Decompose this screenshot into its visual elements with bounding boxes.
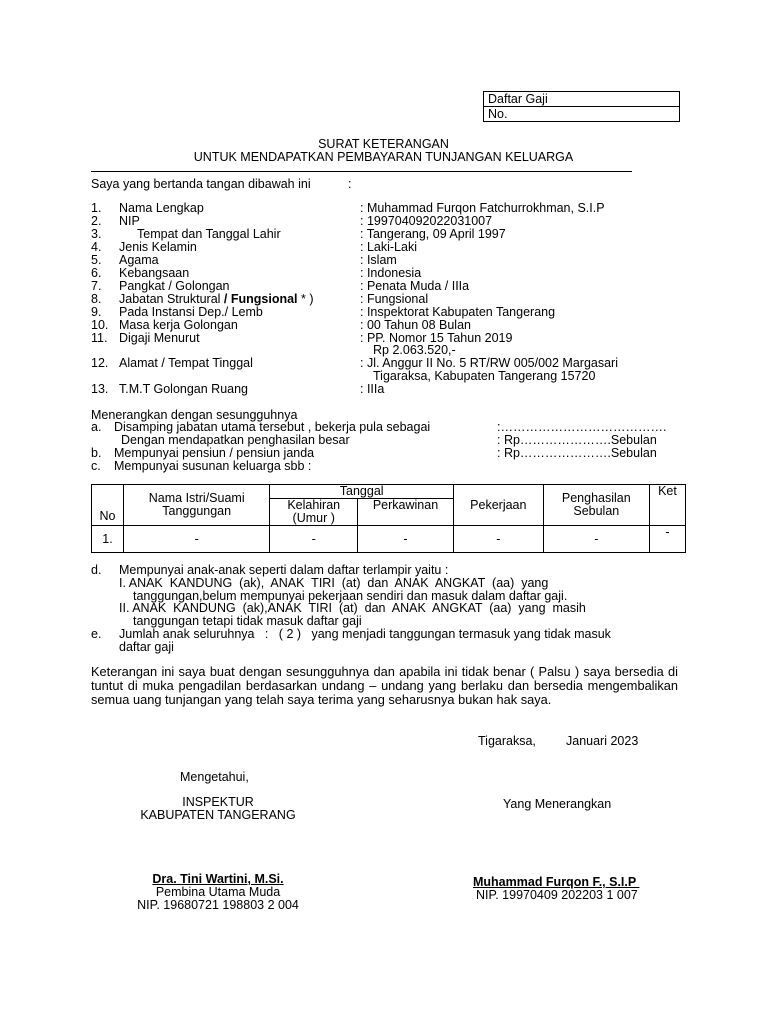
declarant-name: Muhammad Furqon F., S.I.P	[473, 875, 640, 889]
document-title: SURAT KETERANGAN	[318, 137, 449, 151]
row-notes: -	[649, 526, 685, 553]
document-subtitle: UNTUK MENDAPATKAN PEMBAYARAN TUNJANGAN KELUARGA	[193, 150, 574, 164]
statement-paragraph: Keterangan ini saya buat dengan sesungguhnya dan apabila ini tidak benar ( Palsu ) saya bersedia di tuntut di muka pengadilan berdasarkan undang – undang yang berlaku dan bersedia mengembalikan semua uang tunjangan yang telah saya terima yang seharusnya bukan hak saya.	[91, 664, 678, 707]
field-number: 10.	[91, 318, 109, 332]
header-marriage: Perkawinan	[358, 499, 454, 526]
field-label-bold: / Fungsional	[223, 292, 298, 306]
field-number: 13.	[91, 382, 109, 396]
field-label: NIP	[119, 214, 140, 228]
place-text: Tigaraksa,	[478, 734, 536, 748]
field-number: 12.	[91, 356, 109, 370]
header-no: No	[92, 485, 124, 526]
field-number: 2.	[91, 214, 102, 228]
field-value: : PP. Nomor 15 Tahun 2019	[360, 331, 513, 345]
header-income: Penghasilan Sebulan	[543, 485, 649, 526]
field-number: 6.	[91, 266, 102, 280]
field-value: : 199704092022031007	[360, 214, 493, 228]
item-marker: b.	[91, 446, 102, 460]
item-marker: d.	[91, 563, 102, 577]
family-table	[91, 484, 686, 553]
item-marker: a.	[91, 420, 102, 434]
payroll-number-label: No.	[484, 106, 679, 121]
field-value: : Penata Muda / IIIa	[360, 279, 470, 293]
children-ii-continued: tanggungan tetapi tidak masuk daftar gaji	[133, 614, 362, 628]
header-notes: Ket	[649, 485, 685, 526]
field-number: 8.	[91, 292, 102, 306]
field-value: : Islam	[360, 253, 397, 267]
payroll-list-label: Daftar Gaji	[488, 92, 548, 106]
children-count-continued: daftar gaji	[119, 640, 174, 654]
field-label: T.M.T Golongan Ruang	[119, 382, 249, 396]
declarant-label: Yang Menerangkan	[503, 797, 612, 811]
declare-a2-text: Dengan mendapatkan penghasilan besar	[121, 433, 350, 447]
field-value: : Inspektorat Kabupaten Tangerang	[360, 305, 556, 319]
field-value: : Muhammad Furqon Fatchurrokhman, S.I.P	[360, 201, 605, 215]
inspector-rank: Pembina Utama Muda	[155, 885, 281, 899]
intro-text: Saya yang bertanda tangan dibawah ini	[91, 177, 311, 191]
payroll-box	[483, 91, 680, 122]
field-label: Tempat dan Tanggal Lahir	[137, 227, 281, 241]
inspector-name: Dra. Tini Wartini, M.Si.	[152, 872, 284, 886]
children-count-text: Jumlah anak seluruhnya : ( 2 ) yang menjadi tanggungan termasuk yang tidak masuk	[119, 627, 611, 641]
field-number: 4.	[91, 240, 102, 254]
title-rule	[91, 171, 632, 172]
field-number: 9.	[91, 305, 102, 319]
field-value-continued: Tigaraksa, Kabupaten Tangerang 15720	[373, 369, 596, 383]
row-no: 1.	[92, 526, 124, 553]
field-value: : Laki-Laki	[360, 240, 417, 254]
table-row	[92, 526, 686, 553]
item-marker: e.	[91, 627, 102, 641]
field-value: : Tangerang, 09 April 1997	[360, 227, 506, 241]
row-marriage: -	[358, 526, 454, 553]
row-birth: -	[270, 526, 358, 553]
field-label	[119, 292, 314, 306]
field-value-continued: Rp 2.063.520,-	[373, 343, 456, 357]
inspector-title: INSPEKTUR	[182, 795, 254, 809]
header-date: Tanggal	[270, 485, 454, 499]
children-i-continued: tanggungan,belum mempunyai pekerjaan sendiri dan masuk dalam daftar gaji.	[133, 589, 568, 603]
row-occupation: -	[453, 526, 543, 553]
field-value: : Fungsional	[360, 292, 429, 306]
field-number: 3.	[91, 227, 102, 241]
field-label: Nama Lengkap	[119, 201, 204, 215]
declarant-nip: NIP. 19970409 202203 1 007	[476, 888, 638, 902]
field-value: : Jl. Anggur II No. 5 RT/RW 005/002 Margasari	[360, 356, 618, 370]
acknowledged-label: Mengetahui,	[180, 770, 249, 784]
row-income: -	[543, 526, 649, 553]
children-ii: II. ANAK KANDUNG (ak),ANAK TIRI (at) dan ANAK ANGKAT (aa) yang masih	[119, 601, 586, 615]
intro-colon: :	[348, 177, 352, 191]
row-name: -	[123, 526, 269, 553]
children-text: Mempunyai anak-anak seperti dalam daftar terlampir yaitu :	[119, 563, 449, 577]
declare-a-text: Disamping jabatan utama tersebut , bekerja pula sebagai	[114, 420, 431, 434]
field-label: Masa kerja Golongan	[119, 318, 238, 332]
declare-a2-value: : Rp………………….Sebulan	[497, 433, 657, 447]
inspector-nip: NIP. 19680721 198803 2 004	[137, 898, 299, 912]
item-marker: c.	[91, 459, 101, 473]
header-occupation: Pekerjaan	[453, 485, 543, 526]
field-number: 1.	[91, 201, 102, 215]
field-value: : IIIa	[360, 382, 385, 396]
field-label: Jenis Kelamin	[119, 240, 197, 254]
field-label: Digaji Menurut	[119, 331, 200, 345]
field-label: Kebangsaan	[119, 266, 190, 280]
field-value: : Indonesia	[360, 266, 422, 280]
declare-c-text: Mempunyai susunan keluarga sbb :	[114, 459, 312, 473]
declare-a-value: :………………………………….	[497, 420, 667, 434]
declare-heading: Menerangkan dengan sesungguhnya	[91, 408, 298, 422]
children-i: I. ANAK KANDUNG (ak), ANAK TIRI (at) dan ANAK ANGKAT (aa) yang	[119, 576, 549, 590]
declare-b-text: Mempunyai pensiun / pensiun janda	[114, 446, 315, 460]
field-number: 11.	[91, 331, 108, 345]
field-label: Alamat / Tempat Tinggal	[119, 356, 253, 370]
field-label: Pangkat / Golongan	[119, 279, 230, 293]
field-label-part: * )	[297, 292, 314, 306]
declare-b-value: : Rp………………….Sebulan	[497, 446, 657, 460]
inspector-office: KABUPATEN TANGERANG	[140, 808, 296, 822]
field-number: 7.	[91, 279, 102, 293]
field-label-part: Jabatan Struktural	[119, 292, 224, 306]
field-value: : 00 Tahun 08 Bulan	[360, 318, 471, 332]
header-name: Nama Istri/Suami Tanggungan	[123, 485, 269, 526]
field-label: Agama	[119, 253, 159, 267]
header-birth: Kelahiran (Umur )	[270, 499, 358, 526]
field-label: Pada Instansi Dep./ Lemb	[119, 305, 263, 319]
field-number: 5.	[91, 253, 102, 267]
date-text: Januari 2023	[566, 734, 639, 748]
